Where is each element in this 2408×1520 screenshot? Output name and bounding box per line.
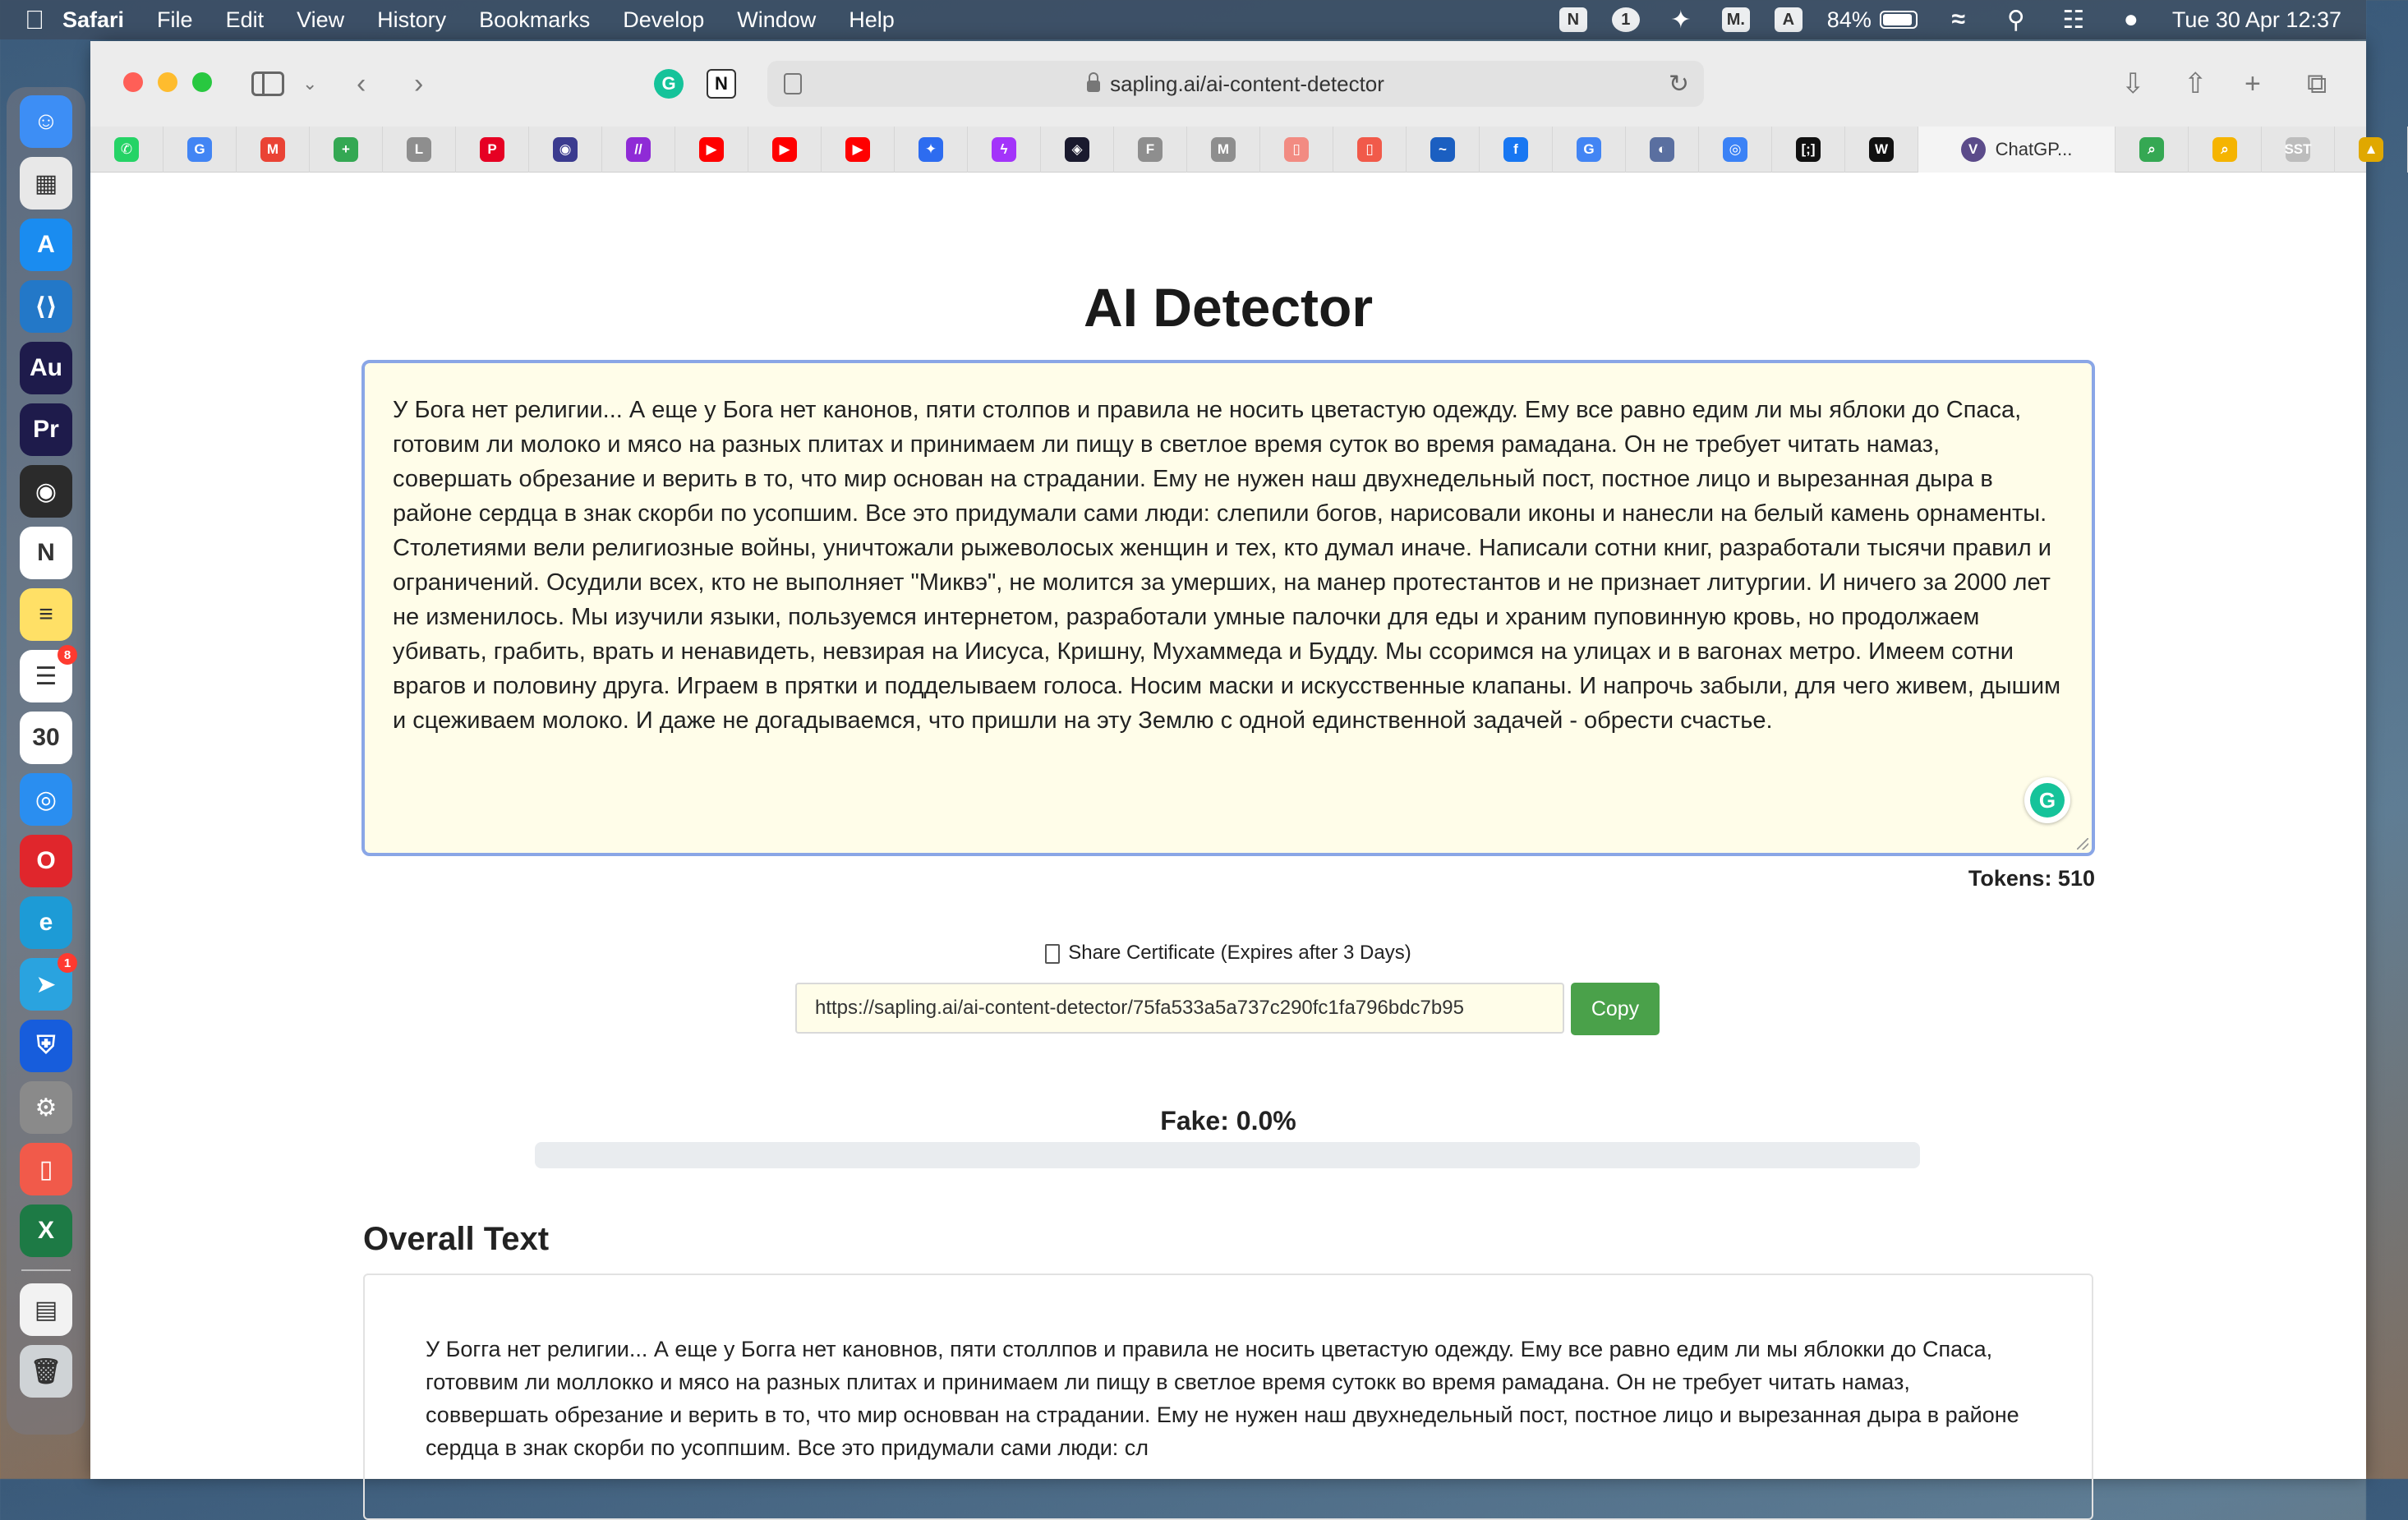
system-settings-icon[interactable]: ⚙ bbox=[20, 1081, 72, 1134]
menu-app-name[interactable]: Safari bbox=[62, 7, 125, 32]
share-certificate-label bbox=[90, 942, 2366, 965]
favorite-item[interactable] bbox=[1626, 127, 1699, 173]
dock bbox=[7, 87, 85, 1435]
notes-icon[interactable]: ≡ bbox=[20, 588, 72, 641]
favorites-bar bbox=[90, 127, 2378, 173]
text-input-area[interactable] bbox=[361, 360, 2095, 856]
opera-icon[interactable]: O bbox=[20, 835, 72, 887]
favorite-item[interactable] bbox=[675, 127, 748, 173]
make-icon: // bbox=[626, 137, 651, 162]
tab-overview-button[interactable] bbox=[2307, 66, 2327, 102]
favorite-item[interactable] bbox=[1407, 127, 1480, 173]
battery-fill bbox=[1883, 14, 1912, 25]
share-button[interactable] bbox=[2184, 66, 2208, 102]
safari-icon[interactable]: ◎ bbox=[20, 773, 72, 826]
chevron-right-icon: › bbox=[414, 67, 424, 99]
favorite-item[interactable] bbox=[1845, 127, 1918, 173]
tab-label: ChatGP... bbox=[1995, 138, 2073, 159]
sheets-plus-icon: + bbox=[334, 137, 358, 162]
bitwarden-icon[interactable]: ⛨ bbox=[20, 1020, 72, 1072]
excel-icon[interactable]: X bbox=[20, 1204, 72, 1257]
menu-history[interactable]: History bbox=[377, 7, 447, 32]
grammarly-button[interactable] bbox=[2024, 777, 2070, 823]
wifi-off-icon[interactable]: ✦ bbox=[1670, 6, 1692, 34]
youtube-icon: ▶ bbox=[699, 137, 724, 162]
battery-percent: 84% bbox=[1826, 7, 1872, 32]
share-url-field[interactable] bbox=[795, 983, 1564, 1034]
overall-text: У Богга нет религии... А еще у Богга нет кановнов, пяти столлпов и правила не носить цветастую одежду. Ему все равно едим ли мы яблокки до Спаса, готоввим ли моллокко и мясо на разных плитах и принимаем ли пищу в светлое время сутокк во время рамадана. Он не требует читать намаз, соввершать обрезание и верить в то, что мир основван на страдании. Ему не нужен наш двухнедельный пост, постное лицо и вырезанная дыра в районе сердца в знак скорби по усоппшим. Все это придумали сами люди: сл bbox=[426, 1337, 2019, 1460]
grammarly-icon: G bbox=[2030, 783, 2065, 818]
launchpad-icon[interactable]: ▦ bbox=[20, 157, 72, 210]
notion-status-icon[interactable]: N bbox=[1559, 7, 1587, 32]
tab-overview-icon: ⧉ bbox=[2307, 67, 2327, 99]
favorite-item[interactable] bbox=[1333, 127, 1407, 173]
messenger-icon: ϟ bbox=[992, 137, 1016, 162]
favorite-item[interactable] bbox=[2262, 127, 2335, 173]
wifi-icon[interactable]: ≈ bbox=[1951, 6, 1966, 33]
clock[interactable]: Tue 30 Apr 12:37 bbox=[2171, 7, 2341, 32]
search-green-icon: ⌕ bbox=[2139, 137, 2164, 162]
control-center-icon[interactable]: ☷ bbox=[2062, 6, 2085, 34]
zoom-window-button[interactable] bbox=[192, 72, 212, 92]
code-icon: [;] bbox=[1796, 137, 1821, 162]
page-title: AI Detector bbox=[1083, 277, 1374, 338]
battery-icon bbox=[1880, 11, 1918, 29]
favorite-item[interactable] bbox=[2116, 127, 2189, 173]
favorite-item[interactable] bbox=[1699, 127, 1772, 173]
mirror-icon: ▯ bbox=[1284, 137, 1309, 162]
notification-badge: 8 bbox=[58, 645, 77, 665]
safari-window bbox=[90, 41, 2378, 1479]
target-icon: ◎ bbox=[1723, 137, 1747, 162]
favorite-item[interactable] bbox=[90, 127, 163, 173]
browser-toolbar bbox=[90, 41, 2366, 127]
mirror-icon: ▯ bbox=[1357, 137, 1382, 162]
notification-badge: 1 bbox=[58, 953, 77, 973]
sidebar-toggle-button[interactable] bbox=[251, 66, 284, 102]
favorite-item[interactable] bbox=[1187, 127, 1260, 173]
siri-icon[interactable]: ● bbox=[2123, 6, 2139, 33]
notion-extension-icon[interactable]: N bbox=[707, 69, 736, 99]
sst-icon: SST bbox=[2286, 137, 2310, 162]
favorite-item[interactable] bbox=[383, 127, 456, 173]
favorite-item[interactable] bbox=[1260, 127, 1333, 173]
status-area bbox=[1559, 7, 2341, 33]
app-store-icon[interactable]: A bbox=[20, 219, 72, 271]
facebook-icon: f bbox=[1503, 137, 1528, 162]
eye-icon: ◉ bbox=[553, 137, 578, 162]
youtube-icon: ▶ bbox=[772, 137, 797, 162]
favorite-item[interactable] bbox=[1772, 127, 1845, 173]
favorite-item[interactable] bbox=[456, 127, 529, 173]
input-text[interactable]: У Бога нет религии... А еще у Бога нет канонов, пяти столпов и правила не носить цветастую одежду. Ему все равно едим ли мы яблоки до Спаса, готовим ли молоко и мясо на разных плитах и принимаем ли пищу в светлое время суток во время рамадана. Он не требует читать намаз, совершать обрезание и верить в то, что мир основан на страдании. Ему не нужен наш двухнедельный пост, постное лицо и вырезанная дыра в районе сердца в знак скорби по усопшим. Все это придумали сами люди: слепили богов, нарисовали иконы и нанесли на белый камень орнаменты. Столетиями вели религиозные войны, уничтожали рыжеволосых женщин и тех, кто думал иначе. Написали сотни книг, разработали тысячи правил и ограничений. Осудили всех, кто не выполняет "Миквэ", не молится за умерших, на манер протестантов и не признает литургии. И ничего за 2000 лет не изменилось. Мы изучили языки, пользуемся интернетом, разработали умные палочки для еды и храним пуповинную кровь, но продолжаем убивать, грабить, врать и ненавидеть, невзирая на Иисуса, Кришну, Мухаммеда и Будду. Мы ссоримся на улицах и в вагонах метро. Имеем сотни врагов и половину друга. Играем в прятки и подделываем голоса. Носим маски и искусственные клапаны. И напрочь забыли, для чего живем, дышим и сцеживаем молоко. И даже не догадываемся, что пришли на эту Землю с одной единственной задачей - обрести счастье. bbox=[393, 397, 2060, 734]
fake-score: Fake: 0.0% bbox=[1160, 1106, 1296, 1135]
youtube-icon: ▶ bbox=[845, 137, 870, 162]
globe-icon: ◐ bbox=[1650, 137, 1674, 162]
spotlight-search-icon[interactable]: ⚲ bbox=[2006, 6, 2025, 34]
letter-l-icon: L bbox=[407, 137, 431, 162]
address-bar[interactable] bbox=[767, 61, 1704, 107]
finder-icon[interactable]: ☺ bbox=[20, 95, 72, 148]
back-button[interactable] bbox=[357, 66, 366, 102]
menu-help[interactable]: Help bbox=[849, 7, 895, 32]
lock-icon bbox=[1087, 81, 1100, 92]
edge-icon[interactable]: e bbox=[20, 896, 72, 949]
reminders-icon[interactable]: ☰ 8 bbox=[20, 650, 72, 702]
tab-chatgpt[interactable] bbox=[1918, 127, 2116, 173]
audition-icon[interactable]: Au bbox=[20, 342, 72, 394]
menu-bookmarks[interactable]: Bookmarks bbox=[479, 7, 591, 32]
w-icon: W bbox=[1869, 137, 1894, 162]
grammarly-extension-icon[interactable]: G bbox=[654, 69, 684, 99]
page-content bbox=[90, 173, 2366, 1479]
menu-file[interactable]: File bbox=[157, 7, 193, 32]
chevron-left-icon: ‹ bbox=[357, 67, 366, 99]
new-tab-button[interactable] bbox=[2245, 66, 2261, 102]
token-count: Tokens: 510 bbox=[1968, 866, 2095, 891]
favorite-item[interactable] bbox=[2335, 127, 2408, 173]
medium-icon[interactable]: M. bbox=[1722, 7, 1750, 32]
menu-edit[interactable]: Edit bbox=[225, 7, 265, 32]
gmail-icon: M bbox=[260, 137, 285, 162]
menu-window[interactable]: Window bbox=[737, 7, 817, 32]
download-icon: ⇩ bbox=[2121, 68, 2145, 99]
notion-icon[interactable]: N bbox=[20, 527, 72, 579]
notification-count-icon[interactable]: 1 bbox=[1612, 7, 1640, 32]
favorite-item[interactable] bbox=[1114, 127, 1187, 173]
favorite-item[interactable] bbox=[602, 127, 675, 173]
dark-square-icon: ◈ bbox=[1065, 137, 1089, 162]
calendar-icon[interactable]: 30 bbox=[20, 712, 72, 764]
favorite-item[interactable] bbox=[748, 127, 822, 173]
overall-text-heading: Overall Text bbox=[363, 1221, 550, 1257]
sparkle-icon: ✦ bbox=[919, 137, 943, 162]
favorite-item[interactable] bbox=[310, 127, 383, 173]
resize-handle-icon[interactable] bbox=[2077, 838, 2088, 850]
pinterest-icon: P bbox=[480, 137, 504, 162]
reload-icon[interactable]: ↻ bbox=[1668, 70, 1689, 98]
battery-status[interactable] bbox=[1827, 7, 1918, 33]
overall-text-box bbox=[363, 1274, 2093, 1520]
chatgpt-tab-icon: V bbox=[1961, 137, 1986, 162]
plus-icon: + bbox=[2245, 67, 2261, 99]
window-controls bbox=[123, 72, 212, 92]
share-icon: ⇧ bbox=[2184, 68, 2208, 99]
minimize-window-button[interactable] bbox=[158, 72, 177, 92]
wave-icon: ~ bbox=[1430, 137, 1455, 162]
downloads-stack-icon[interactable]: ▤ bbox=[20, 1283, 72, 1336]
search-yellow-icon: ⌕ bbox=[2212, 137, 2237, 162]
favorite-item[interactable] bbox=[1041, 127, 1114, 173]
favorite-item[interactable] bbox=[237, 127, 310, 173]
share-certificate-text: Share Certificate (Expires after 3 Days) bbox=[1068, 942, 1411, 964]
favorite-item[interactable] bbox=[1480, 127, 1553, 173]
telegram-icon[interactable]: ➤ 1 bbox=[20, 958, 72, 1011]
favorite-item[interactable] bbox=[2189, 127, 2262, 173]
favorite-item[interactable] bbox=[1553, 127, 1626, 173]
address-url: sapling.ai/ai-content-detector bbox=[1110, 71, 1384, 96]
forward-button[interactable] bbox=[414, 66, 423, 102]
favorite-item[interactable] bbox=[163, 127, 237, 173]
menu-view[interactable]: View bbox=[297, 7, 345, 32]
premiere-icon[interactable]: Pr bbox=[20, 403, 72, 456]
favorite-item[interactable] bbox=[529, 127, 602, 173]
letter-f-icon: F bbox=[1138, 137, 1163, 162]
menu-bar bbox=[0, 0, 2366, 39]
downloads-button[interactable] bbox=[2121, 66, 2145, 102]
google-icon: G bbox=[1577, 137, 1601, 162]
obs-icon[interactable]: ◉ bbox=[20, 465, 72, 518]
favorite-item[interactable] bbox=[968, 127, 1041, 173]
triangle-icon: ▲ bbox=[2359, 137, 2383, 162]
copy-button[interactable]: Copy bbox=[1571, 983, 1660, 1035]
certificate-icon bbox=[1045, 944, 1060, 964]
page-menu-icon[interactable] bbox=[784, 73, 802, 94]
fake-progress-bar bbox=[535, 1142, 1920, 1168]
close-window-button[interactable] bbox=[123, 72, 143, 92]
favorite-item[interactable] bbox=[895, 127, 968, 173]
apple-icon[interactable] bbox=[25, 5, 62, 35]
screen-mirroring-icon[interactable]: ▯ bbox=[20, 1143, 72, 1195]
translate-icon: G bbox=[187, 137, 212, 162]
trash-icon[interactable]: 🗑 bbox=[20, 1345, 72, 1398]
favorite-item[interactable] bbox=[822, 127, 895, 173]
menu-develop[interactable]: Develop bbox=[623, 7, 705, 32]
input-source-icon[interactable]: A bbox=[1775, 7, 1803, 32]
letter-m-icon: M bbox=[1211, 137, 1236, 162]
sidebar-icon bbox=[251, 71, 284, 96]
dock-separator bbox=[21, 1269, 71, 1271]
vscode-icon[interactable]: ⟨⟩ bbox=[20, 280, 72, 333]
tab-group-chevron-down-icon[interactable]: ⌄ bbox=[302, 73, 318, 94]
whatsapp-icon: ✆ bbox=[114, 137, 139, 162]
